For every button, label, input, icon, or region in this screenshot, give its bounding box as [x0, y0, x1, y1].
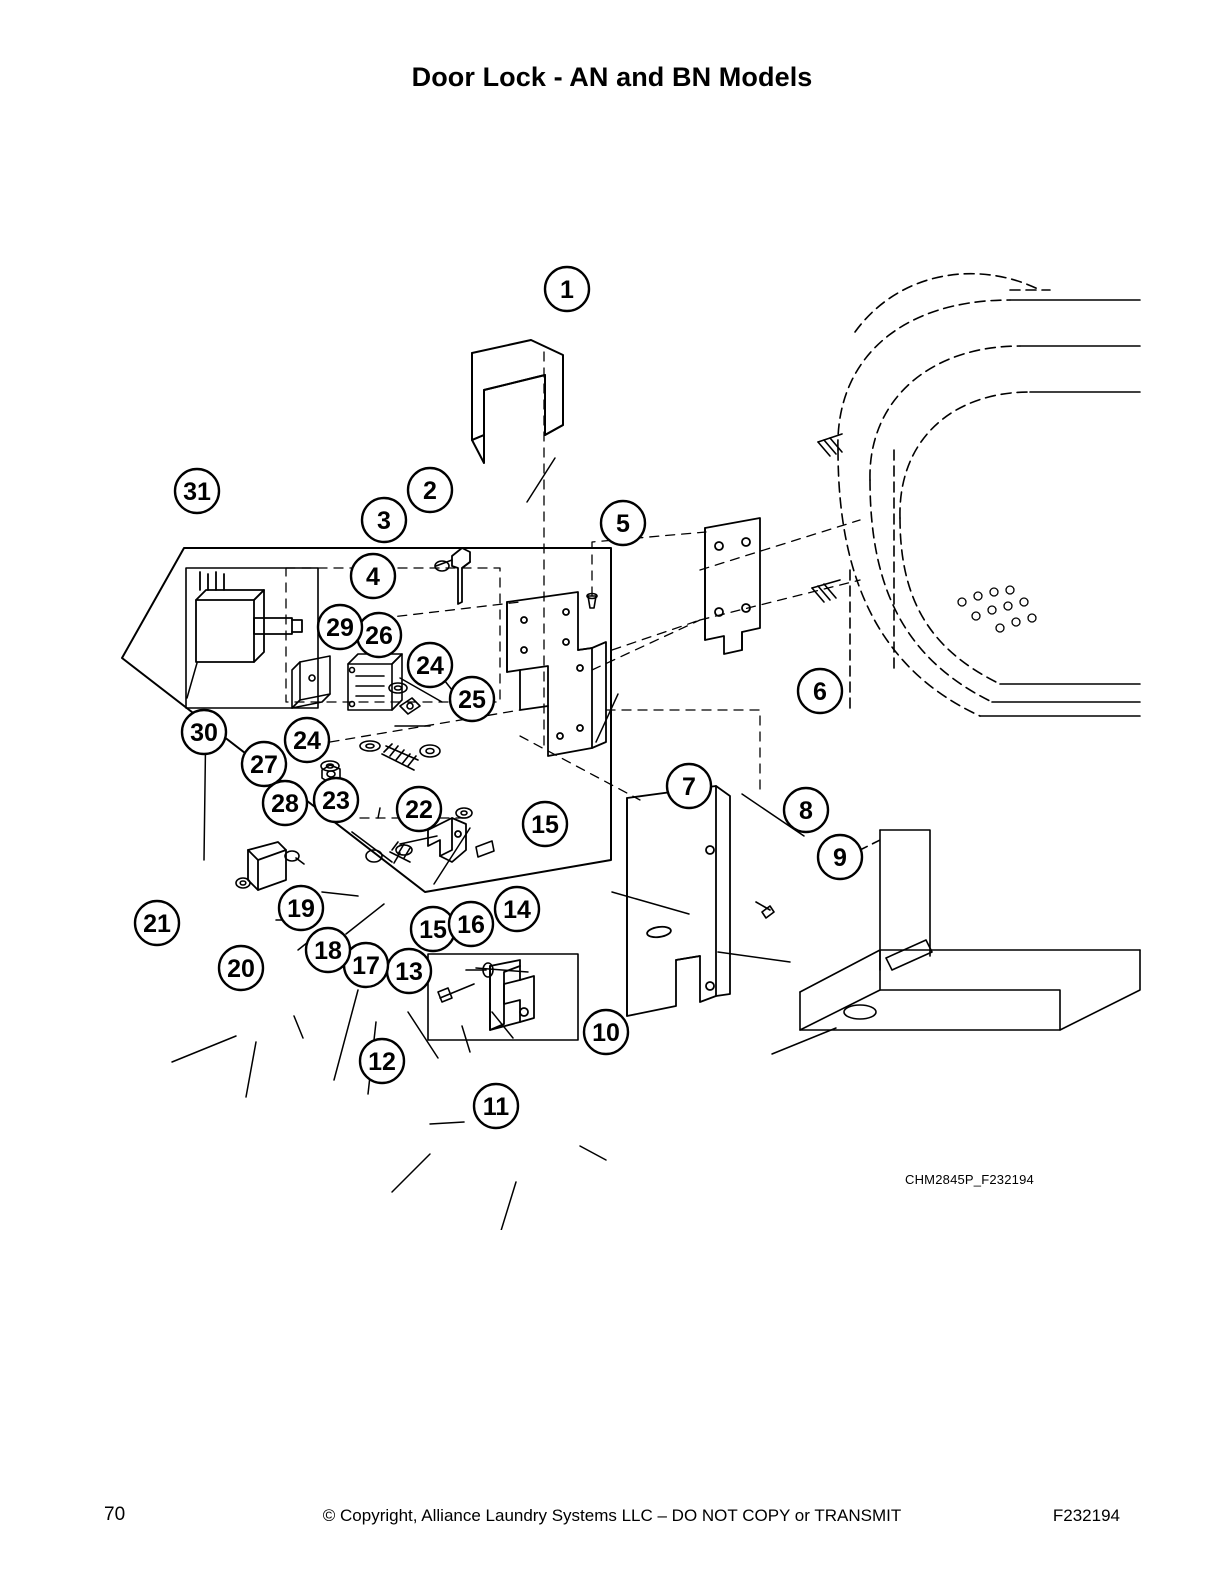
callout-label-30: 30 — [190, 719, 218, 747]
callout-label-19: 19 — [287, 895, 315, 923]
callout-label-24b: 24 — [293, 727, 321, 755]
callout-label-9: 9 — [833, 844, 847, 872]
part-29-bracket — [292, 656, 330, 708]
callout-label-8: 8 — [799, 797, 813, 825]
callout-label-3: 3 — [377, 507, 391, 535]
part-12-bolt — [438, 984, 474, 1002]
copyright-notice: © Copyright, Alliance Laundry Systems LLC – DO NOT COPY or TRANSMIT — [322, 1506, 902, 1525]
callout-label-23: 23 — [322, 787, 350, 815]
callout-label-6: 6 — [813, 678, 827, 706]
part-2-lock-arm — [452, 548, 470, 604]
part-7-mounting-plate — [507, 592, 606, 756]
part-15-screw-a — [456, 808, 472, 818]
door-lock-exploded-diagram — [0, 150, 1224, 1230]
part-1-cover — [472, 340, 563, 463]
page-number: 70 — [104, 1504, 126, 1525]
part-30-inset-box — [186, 568, 318, 708]
part-23-spring — [382, 744, 418, 770]
callout-label-26: 26 — [365, 622, 393, 650]
part-9-screw — [756, 902, 774, 918]
callout-group — [135, 267, 862, 1128]
callout-label-11: 11 — [482, 1093, 510, 1121]
callout-label-15b: 15 — [419, 916, 447, 944]
part-3-pin — [435, 560, 452, 571]
machine-hole-pattern — [958, 586, 1036, 632]
callout-label-25: 25 — [458, 686, 486, 714]
drawing-code: CHM2845P_F232194 — [905, 1172, 1034, 1187]
part-18-rod — [352, 832, 392, 862]
callout-label-24a: 24 — [416, 652, 444, 680]
callout-label-7: 7 — [682, 773, 696, 801]
callout-label-15a: 15 — [531, 811, 559, 839]
callout-label-31: 31 — [183, 478, 211, 506]
callout-label-5: 5 — [616, 510, 630, 538]
part-24-washer-b — [360, 741, 380, 751]
machine-body-outline — [838, 274, 1140, 716]
diagram-canvas — [0, 150, 1224, 1230]
part-21-fastener — [236, 878, 250, 888]
part-19-fastener — [285, 851, 304, 864]
callout-label-29: 29 — [326, 614, 354, 642]
part-14-clip — [476, 841, 494, 857]
part-20-bracket — [248, 842, 286, 890]
callout-label-1: 1 — [560, 276, 574, 304]
page-title: Door Lock - AN and BN Models — [411, 62, 813, 92]
callout-label-13: 13 — [395, 958, 423, 986]
callout-label-16: 16 — [457, 911, 485, 939]
callout-label-2: 2 — [423, 477, 437, 505]
callout-label-20: 20 — [227, 955, 255, 983]
callout-label-18: 18 — [314, 937, 342, 965]
callout-label-17: 17 — [352, 952, 380, 980]
part-25-fastener — [400, 698, 420, 714]
callout-label-10: 10 — [592, 1019, 620, 1047]
page-footer — [0, 1504, 1224, 1528]
callout-label-27: 27 — [250, 751, 278, 779]
callout-label-21: 21 — [143, 910, 171, 938]
callout-label-22: 22 — [405, 796, 433, 824]
part-13-screw — [466, 963, 493, 977]
part-22-washer — [420, 745, 440, 757]
callout-label-4: 4 — [366, 563, 380, 591]
callout-label-14: 14 — [503, 896, 531, 924]
part-6-side-bracket — [705, 518, 760, 654]
document-id: F232194 — [1052, 1506, 1120, 1525]
callout-label-28: 28 — [271, 790, 299, 818]
callout-label-12: 12 — [368, 1048, 396, 1076]
